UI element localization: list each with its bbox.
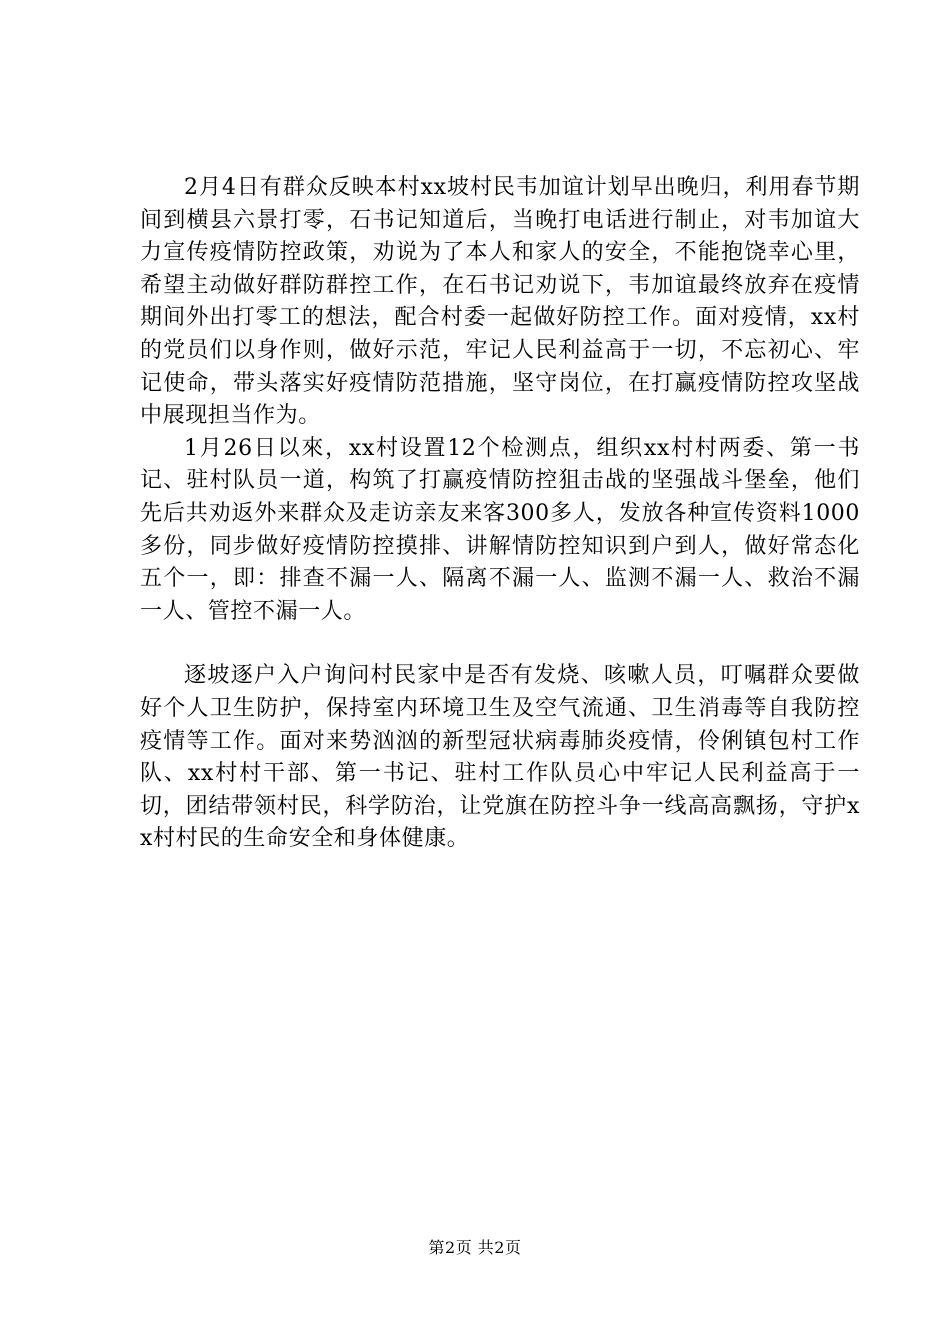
paragraph-spacer [140,628,860,660]
paragraph-3: 逐坡逐户入户询问村民家中是否有发烧、咳嗽人员，叮嘱群众要做好个人卫生防护，保持室内环境卫生及空气流通、卫生消毒等自我防控疫情等工作。面对来势汹汹的新型冠状病毒肺炎疫情，伶俐镇包村工作队、xx村村干部、第一书记、驻村工作队员心中牢记人民利益高于一切，团结带领村民，科学防治，让党旗在防控斗争一线高高飘扬，守护xx村村民的生命安全和身体健康。 [140,663,860,852]
document-body [140,172,860,856]
page-number-footer: 第2页 共2页 [428,1238,522,1257]
paragraph-2: 1月26日以來，xx村设置12个检测点，组织xx村村两委、第一书记、驻村队员一道，构筑了打赢疫情防控狙击战的坚强战斗堡垒，他们先后共劝返外来群众及走访亲友来客300多人，发放各种宣传资料1000多份，同步做好疫情防控摸排、讲解情防控知识到户到人，做好常态化五个一，即：排查不漏一人、隔离不漏一人、监测不漏一人、救治不漏一人、管控不漏一人。 [140,435,860,624]
paragraph-1: 2月4日有群众反映本村xx坡村民韦加谊计划早出晚归，利用春节期间到横县六景打零，石书记知道后，当晚打电话进行制止，对韦加谊大力宣传疫情防控政策，劝说为了本人和家人的安全，不能抱饶幸心里，希望主动做好群防群控工作，在石书记劝说下，韦加谊最终放弃在疫情期间外出打零工的想法，配合村委一起做好防控工作。面对疫情，xx村的党员们以身作则，做好示范，牢记人民利益高于一切，不忘初心、牢记使命，带头落实好疫情防范措施，坚守岗位，在打赢疫情防控攻坚战中展现担当作为。 [140,175,860,429]
